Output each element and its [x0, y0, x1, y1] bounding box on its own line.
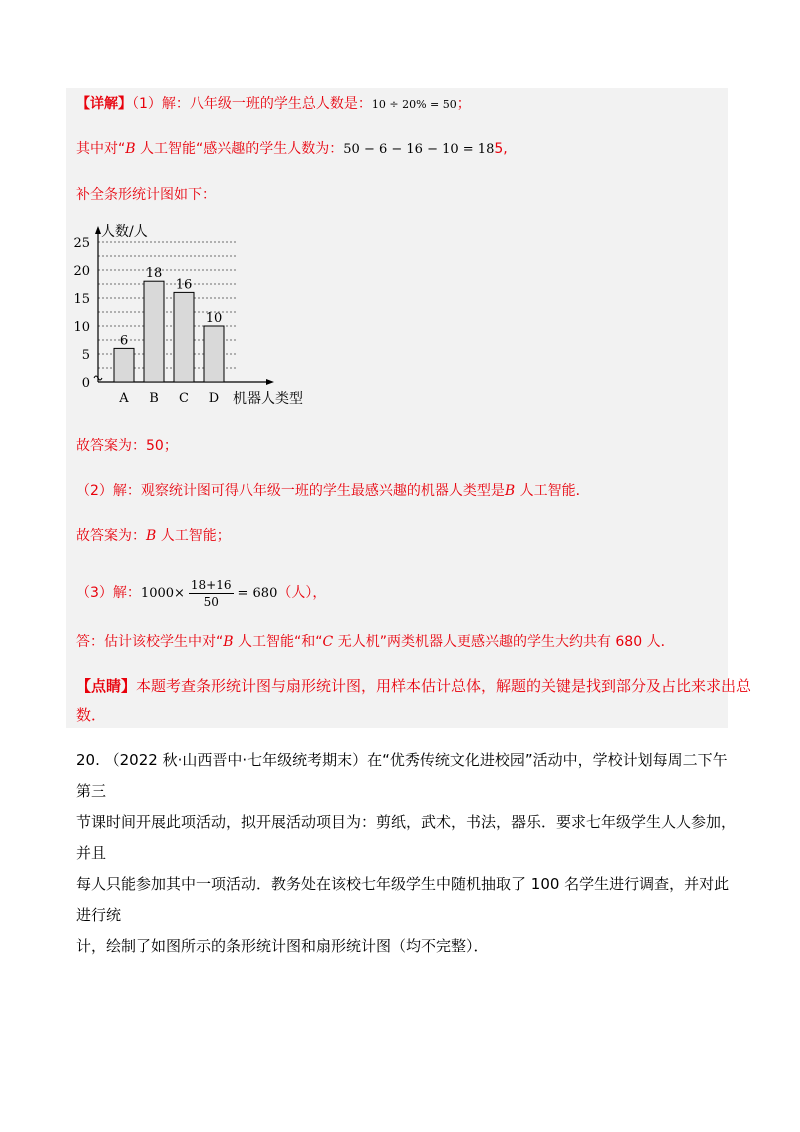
line3-text: 补全条形统计图如下：: [76, 187, 216, 203]
part3-fraction: [189, 577, 234, 610]
comment-line-1: [76, 676, 751, 696]
part3-math-b: = 680: [237, 586, 278, 601]
detail-line-2: [76, 139, 508, 160]
ans3-mid: 人工智能“和“: [233, 634, 323, 650]
y-tick-label: 5: [81, 348, 90, 363]
ans3-prefix: 答：估计该校学生中对“: [76, 634, 224, 650]
x-tick-label: C: [179, 391, 189, 406]
question-line-1: 20. （2022 秋·山西晋中·七年级统考期末）在“优秀传统文化进校园”活动中，学校计划每周二下午第三: [76, 751, 728, 800]
question-20: [76, 745, 736, 962]
question-line-4: 计，绘制了如图所示的条形统计图和扇形统计图（均不完整）．: [76, 937, 489, 955]
answer-1: [76, 436, 178, 456]
detail-line-3: [76, 185, 216, 205]
part3-numerator: 18+16: [190, 577, 232, 592]
detail-tag: 【详解】: [76, 96, 132, 112]
question-line-2: 节课时间开展此项活动，拟开展活动项目为：剪纸，武术，书法，器乐．要求七年级学生人人参加，并且: [76, 813, 737, 862]
part2-b: B: [504, 483, 516, 499]
data-label: 16: [175, 277, 193, 293]
detail-part-3: [76, 573, 326, 614]
line2-tail: 5,: [494, 141, 508, 157]
answer-3: [76, 632, 675, 652]
part1-math: 10 ÷ 20% = 50: [371, 98, 457, 111]
detail-part-2: [76, 481, 590, 501]
line2-b: B: [125, 141, 136, 157]
bar-A: [114, 348, 134, 382]
bar-C: [174, 292, 194, 382]
part2-suffix: 人工智能．: [515, 483, 590, 499]
data-label: 10: [205, 311, 223, 326]
y-tick-label: 20: [73, 264, 90, 279]
x-tick-label: B: [149, 391, 159, 406]
x-axis-arrow: [266, 379, 274, 385]
y-tick-label: 10: [73, 320, 90, 335]
y-axis-label: 人数/人: [101, 224, 148, 240]
x-axis-label: 机器人类型: [233, 391, 303, 407]
ans2-b: B: [146, 528, 157, 544]
bar-B: [144, 281, 164, 382]
part3-suffix: （人），: [277, 585, 327, 601]
x-tick-label: D: [208, 391, 220, 406]
y-tick-label: 25: [73, 236, 90, 251]
bar-chart: [66, 218, 316, 410]
answer-1-text: 故答案为：50；: [76, 438, 178, 454]
part1-label: （1）解：八年级一班的学生总人数是：: [132, 96, 372, 112]
part2-prefix: （2）解：观察统计图可得八年级一班的学生最感兴趣的机器人类型是: [76, 483, 505, 499]
bar-D: [204, 326, 224, 382]
ans2-suffix: 人工智能；: [156, 528, 231, 544]
line2-math: 50 − 6 − 16 − 10 = 18: [343, 142, 495, 157]
ans3-c: C: [322, 634, 334, 650]
part3-math-a: 1000×: [140, 586, 185, 601]
y-tick-label: 15: [73, 292, 90, 307]
comment-line-2: [76, 705, 106, 725]
line2-prefix: 其中对“: [76, 141, 126, 157]
part3-prefix: （3）解：: [76, 585, 141, 601]
detail-line-1: [76, 94, 471, 115]
data-label: 18: [145, 266, 163, 282]
line2-mid: 人工智能“感兴趣的学生人数为：: [135, 141, 344, 157]
question-line-3: 每人只能参加其中一项活动．教务处在该校七年级学生中随机抽取了 100 名学生进行调查，并对此进行统: [76, 875, 730, 924]
x-tick-label: A: [119, 391, 129, 406]
part1-end: ；: [456, 96, 471, 112]
ans3-b: B: [223, 634, 234, 650]
comment-tag: 【点睛】: [76, 677, 137, 695]
ans2-prefix: 故答案为：: [76, 528, 146, 544]
data-label: 6: [119, 333, 129, 349]
y-tick-label: 0: [81, 376, 90, 391]
comment-text: 本题考查条形统计图与扇形统计图，用样本估计总体，解题的关键是找到部分及占比来求出总: [136, 677, 752, 695]
comment-text-2: 数．: [76, 706, 107, 724]
answer-2: [76, 526, 231, 546]
ans3-suffix: 无人机”两类机器人更感兴趣的学生大约共有 680 人．: [333, 634, 675, 650]
part3-denominator: 50: [203, 594, 219, 609]
